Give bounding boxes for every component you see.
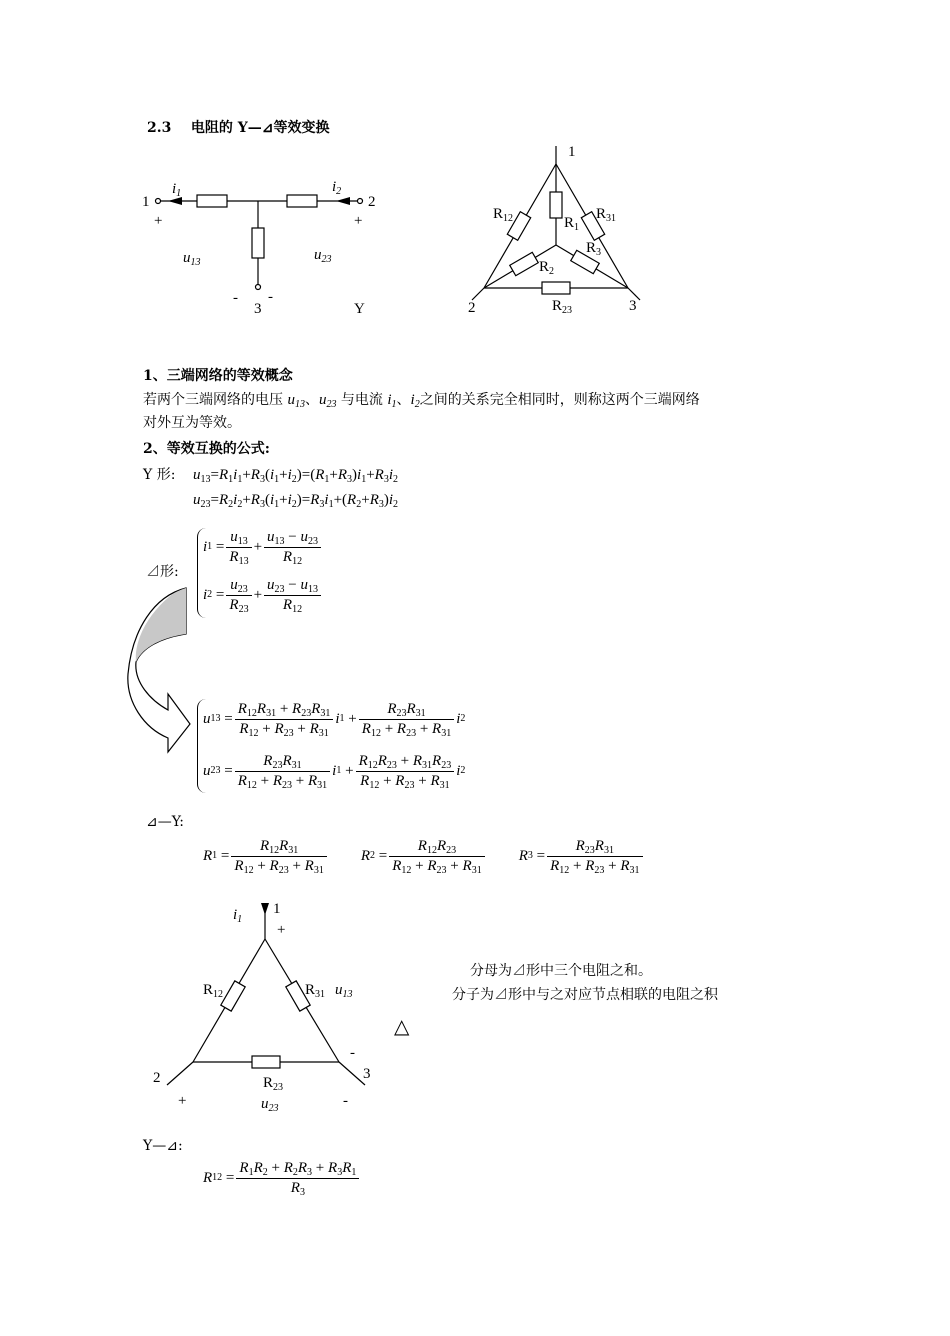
- y-form-label: Y 形:: [143, 467, 176, 483]
- c-r23-sub: 23: [562, 305, 573, 316]
- delta-network-diagram: [145, 895, 395, 1120]
- d-u13-sub: 13: [342, 989, 353, 1000]
- y-minus2: -: [268, 289, 273, 305]
- svg-text:R12: [493, 206, 513, 224]
- c-r1-sub: 1: [574, 222, 580, 233]
- c-r3-sub: 3: [596, 247, 602, 258]
- c-node1-label: 1: [568, 144, 576, 160]
- delta-note-denominator: 分母为⊿形中三个电阻之和。: [470, 963, 652, 979]
- d-u23: u: [261, 1096, 269, 1112]
- y-i2-sub: 2: [336, 186, 342, 197]
- d-r23: R: [263, 1075, 274, 1091]
- d-u13: u: [335, 982, 343, 998]
- formula-r1: R 1 = $\frac{R_{12}R_{31}}{R_{12} + R_{23} + R_{31}}$: [203, 836, 329, 876]
- y-node1-label: 1: [142, 194, 150, 210]
- svg-text:i1: [172, 181, 181, 199]
- c-r23: R: [552, 298, 563, 314]
- c-r31: R: [596, 206, 607, 222]
- u-eq-u13: u 13 = $\frac{R_{12}R_{31} + R_{23}R_{31}}{R_{12} + R_{23} + R_{31}}$ i 1 + $\frac{R_{23}R_{31}}{R_{12} + R_{23} + R_{31}}$ i 2: [203, 700, 466, 739]
- y-delta-combined-diagram: [460, 140, 660, 320]
- svg-text:u23: [261, 1096, 279, 1114]
- y-plus2: +: [354, 213, 363, 229]
- y-i2: i: [332, 179, 337, 195]
- formula-r2: R 2 = $\frac{R_{12}R_{23}}{R_{12} + R_{23} + R_{31}}$: [361, 836, 487, 876]
- svg-text:R1: [564, 215, 579, 233]
- section2-title: 2、等效互换的公式:: [143, 441, 270, 457]
- d-r12: R: [203, 982, 214, 998]
- y-network-diagram: [130, 165, 410, 325]
- c-node3-label: 3: [629, 298, 637, 314]
- d-minus-right: -: [350, 1045, 355, 1061]
- svg-text:R23: [552, 298, 572, 316]
- formula-r12: R 12 = $\frac{R_1R_2 + R_2R_3 + R_3R_1}{R_3}$: [203, 1158, 361, 1198]
- svg-text:R31: [305, 982, 325, 1000]
- svg-text:i2: [332, 179, 341, 197]
- y-plus1: +: [154, 213, 163, 229]
- section1-body-line1: 若两个三端网络的电压 $u_{13}$、$u_{23}$ 与电流 $i_1$、$i_2$之间的关系完全相同时，则称这两个三端网络: [143, 392, 700, 410]
- svg-text:u13: [335, 982, 353, 1000]
- svg-text:R31: [596, 206, 616, 224]
- svg-text:R3: [586, 240, 601, 258]
- y-to-delta-formula: [203, 1158, 361, 1198]
- svg-text:i1: [233, 907, 242, 925]
- d-plus-top: +: [277, 922, 286, 938]
- formula-r3: R 3 = $\frac{R_{23}R_{31}}{R_{12} + R_{23} + R_{31}}$: [519, 836, 645, 876]
- d-i1-sub: 1: [237, 914, 243, 925]
- y-shape-label: Y: [354, 301, 365, 317]
- c-r1: R: [564, 215, 575, 231]
- d-r23-sub: 23: [273, 1082, 284, 1093]
- svg-text:R12: [203, 982, 223, 1000]
- d-u23-sub: 23: [268, 1103, 279, 1114]
- c-r12: R: [493, 206, 504, 222]
- y-minus1: -: [233, 290, 238, 306]
- d-r31-sub: 31: [315, 989, 326, 1000]
- y-form-eq2: $u_{23}=R_2i_2+R_3(i_1+i_2)=R_3i_1+(R_2+R_3)i_2$: [193, 492, 399, 510]
- y-to-delta-label: Y—⊿:: [143, 1138, 183, 1154]
- heading-title: 电阻的 Y—⊿等效变换: [190, 120, 330, 136]
- c-r12-sub: 12: [503, 213, 514, 224]
- c-r3: R: [586, 240, 597, 256]
- y-u23-sub: 23: [321, 254, 332, 265]
- delta-form-label: ⊿形:: [146, 564, 179, 580]
- delta-note-numerator: 分子为⊿形中与之对应节点相联的电阻之积: [452, 987, 718, 1003]
- delta-form-equations: [203, 527, 323, 615]
- heading-number: 2.3: [147, 120, 172, 136]
- delta-to-y-formulas: [203, 836, 645, 876]
- y-i1-sub: 1: [176, 188, 182, 199]
- d-r12-sub: 12: [213, 989, 224, 1000]
- y-i1: i: [172, 181, 177, 197]
- delta-eq-i2: i 2 = $\frac{u_{23}}{R_{23}}$ + $\frac{u_{23} - u_{13}}{R_{12}}$: [203, 575, 323, 615]
- d-plus-bottom: +: [178, 1093, 187, 1109]
- delta-eq-i1: i 1 = $\frac{u_{13}}{R_{13}}$ + $\frac{u_{13} - u_{23}}{R_{12}}$: [203, 527, 323, 567]
- d-minus-bottom: -: [343, 1093, 348, 1109]
- section-heading: [147, 119, 329, 137]
- y-node2-label: 2: [368, 194, 376, 210]
- c-r31-sub: 31: [606, 213, 617, 224]
- y-u13-sub: 13: [190, 257, 201, 268]
- d-node2-label: 2: [153, 1070, 161, 1086]
- svg-text:R23: [263, 1075, 283, 1093]
- d-node1-label: 1: [273, 901, 281, 917]
- c-r2: R: [539, 259, 550, 275]
- d-i1: i: [233, 907, 238, 923]
- y-u23: u: [314, 247, 322, 263]
- svg-text:R2: [539, 259, 554, 277]
- y-u13: u: [183, 250, 191, 266]
- svg-text:u23: [314, 247, 332, 265]
- d-r31: R: [305, 982, 316, 998]
- triangle-symbol: △: [394, 1014, 410, 1038]
- curved-arrow-icon: [120, 582, 200, 757]
- u-eq-u23: u 23 = $\frac{R_{23}R_{31}}{R_{12} + R_{23} + R_{31}}$ i 1 + $\frac{R_{12}R_{23} + R_{31}R_{23}}{R_{12} + R_{23} + R_{31}}$ i 2: [203, 752, 466, 791]
- d-node3-label: 3: [363, 1066, 371, 1082]
- delta-to-y-label: ⊿—Y:: [146, 814, 184, 830]
- y-form-eq1: $u_{13}=R_1i_1+R_3(i_1+i_2)=(R_1+R_3)i_1+R_3i_2$: [193, 467, 399, 485]
- c-node2-label: 2: [468, 300, 476, 316]
- svg-text:u13: [183, 250, 201, 268]
- y-node3-label: 3: [254, 301, 262, 317]
- c-r2-sub: 2: [549, 266, 555, 277]
- section1-body-line2: 对外互为等效。: [143, 415, 241, 431]
- u-form-equations: [203, 699, 465, 791]
- section1-title: 1、三端网络的等效概念: [143, 368, 293, 384]
